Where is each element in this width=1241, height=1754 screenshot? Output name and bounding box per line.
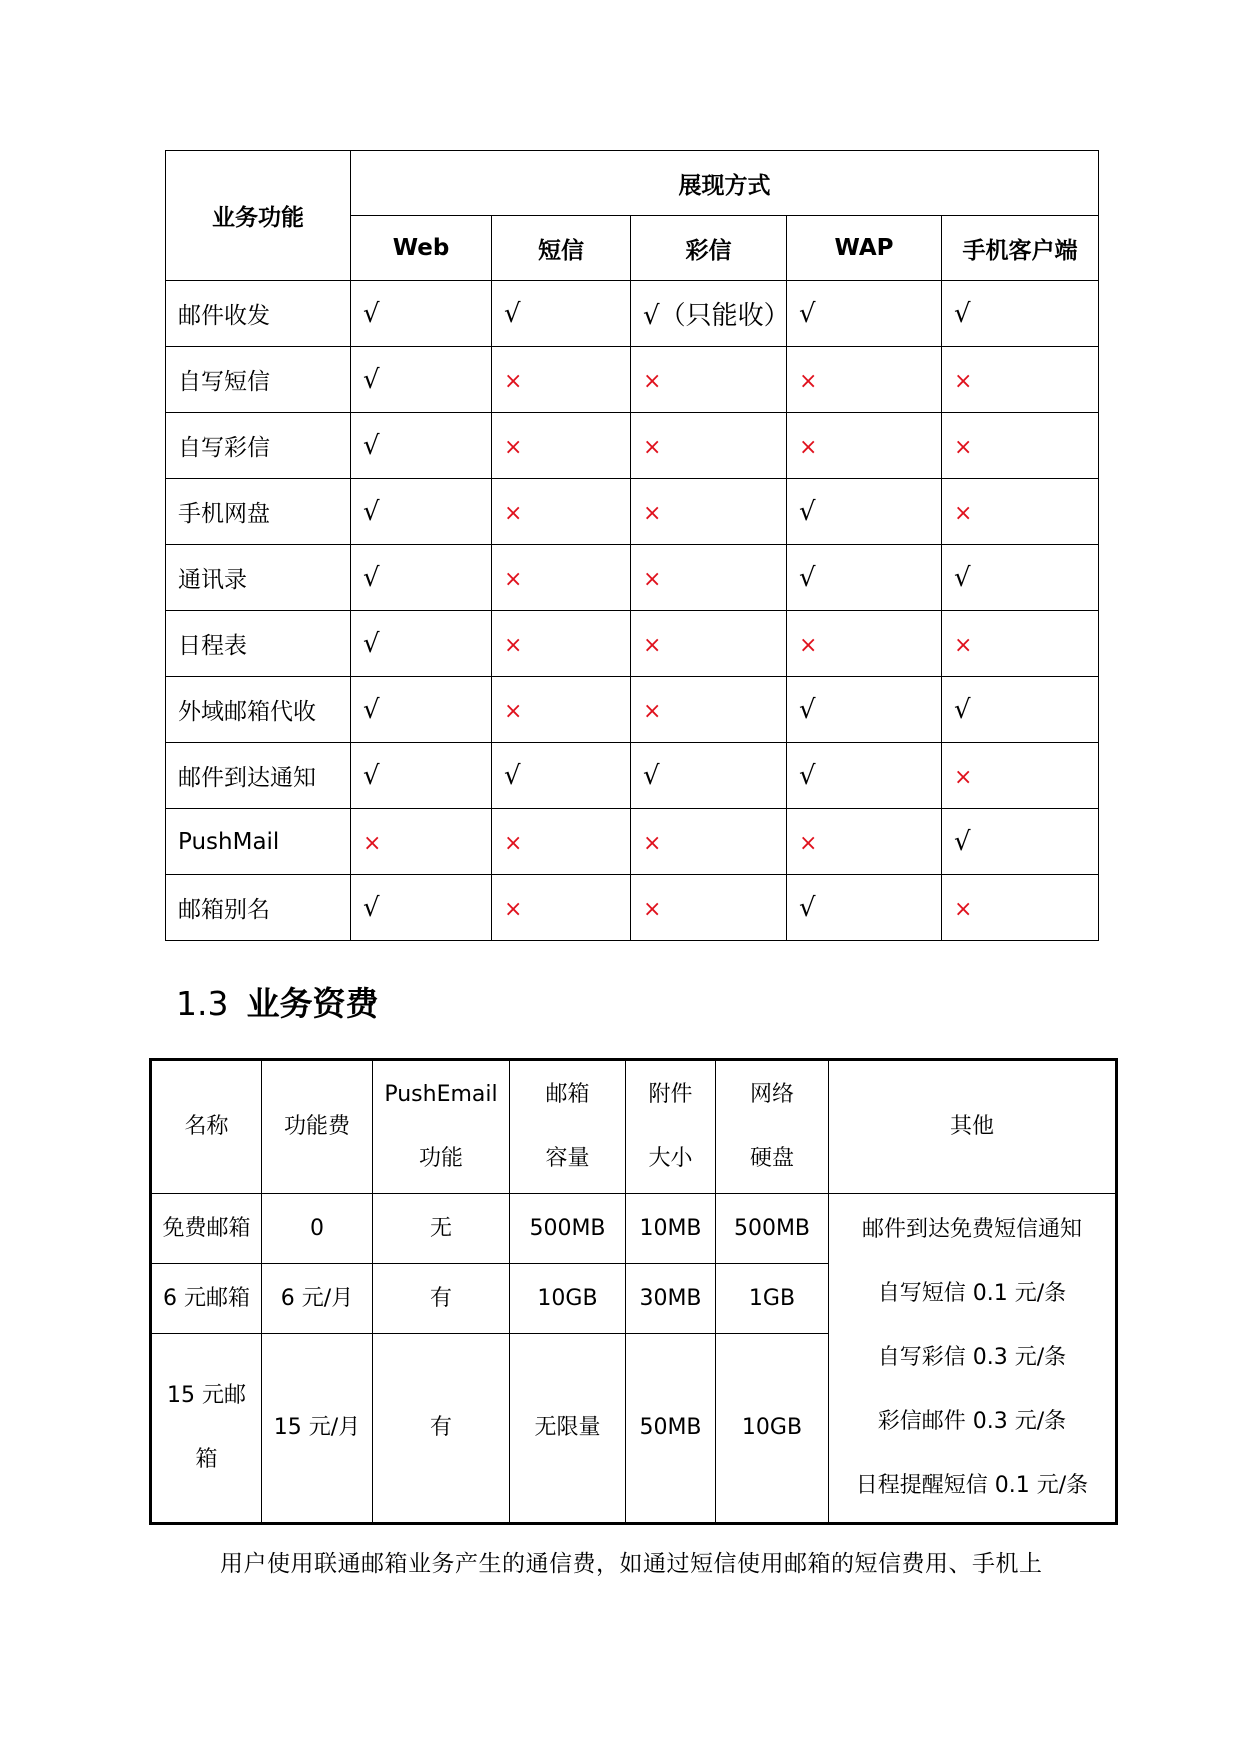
- other-item: 邮件到达免费短信通知: [861, 1217, 1082, 1242]
- check-mark-icon: √: [799, 694, 816, 725]
- availability-cell: [787, 875, 942, 941]
- header-channel-wap: WAP: [787, 216, 942, 281]
- availability-cell: [492, 743, 631, 809]
- cross-mark-icon: ×: [954, 632, 973, 658]
- cross-mark-icon: ×: [799, 830, 818, 856]
- table-row: [166, 545, 1099, 611]
- pricing-header-attach: [626, 1060, 716, 1194]
- pricing-cell-capacity: 无限量: [510, 1334, 626, 1524]
- cross-mark-icon: ×: [504, 368, 523, 394]
- header-channel-sms: 短信: [492, 216, 631, 281]
- table-row: [166, 347, 1099, 413]
- table-row: [166, 479, 1099, 545]
- check-mark-icon: √: [799, 298, 816, 329]
- pricing-header-capacity: [510, 1060, 626, 1194]
- table-row: [166, 809, 1099, 875]
- other-item: 自写短信 0.1 元/条: [877, 1281, 1067, 1306]
- availability-cell: [787, 545, 942, 611]
- pricing-cell-name: 免费邮箱: [151, 1194, 262, 1264]
- check-mark-icon: √: [954, 826, 971, 857]
- cross-mark-icon: ×: [643, 434, 662, 460]
- section-heading: [176, 978, 378, 1025]
- cross-mark-icon: ×: [799, 434, 818, 460]
- body-paragraph: 用户使用联通邮箱业务产生的通信费，如通过短信使用邮箱的短信费用、手机上: [220, 1551, 1043, 1577]
- section-number: 1.3: [176, 984, 229, 1023]
- availability-cell: [787, 281, 942, 347]
- header-channel-web: Web: [351, 216, 492, 281]
- availability-cell: [631, 413, 787, 479]
- availability-cell: [942, 743, 1099, 809]
- check-mark-icon: √: [363, 496, 380, 527]
- table-row: [166, 875, 1099, 941]
- availability-cell: [351, 545, 492, 611]
- pricing-cell-name-line2: 箱: [195, 1447, 218, 1472]
- cross-mark-icon: ×: [799, 632, 818, 658]
- feature-name: 邮件收发: [166, 281, 351, 347]
- availability-cell: [631, 677, 787, 743]
- cross-mark-icon: ×: [643, 830, 662, 856]
- cross-mark-icon: ×: [504, 830, 523, 856]
- check-mark-icon: √: [799, 496, 816, 527]
- cross-mark-icon: ×: [643, 566, 662, 592]
- pricing-cell-name: [151, 1334, 262, 1524]
- pricing-table: [149, 1058, 1118, 1525]
- availability-cell: [492, 611, 631, 677]
- pricing-header-other: 其他: [829, 1060, 1117, 1194]
- check-mark-icon: √: [363, 430, 380, 461]
- availability-cell: [492, 281, 631, 347]
- check-mark-icon: √: [363, 364, 380, 395]
- availability-cell: [351, 281, 492, 347]
- cross-mark-icon: ×: [954, 764, 973, 790]
- availability-cell: [787, 677, 942, 743]
- availability-cell: [631, 743, 787, 809]
- pricing-cell-disk: 500MB: [716, 1194, 829, 1264]
- feature-name: 日程表: [166, 611, 351, 677]
- pricing-cell-name-line1: 15 元邮: [167, 1383, 246, 1408]
- feature-name: 自写短信: [166, 347, 351, 413]
- cross-mark-icon: ×: [643, 632, 662, 658]
- availability-cell: [351, 479, 492, 545]
- pricing-header-row: [151, 1060, 1117, 1194]
- availability-cell: [631, 545, 787, 611]
- availability-cell: [787, 809, 942, 875]
- pricing-header-disk-line1: 网络: [749, 1082, 794, 1107]
- pricing-cell-attach: 30MB: [626, 1264, 716, 1334]
- availability-cell: [787, 347, 942, 413]
- availability-cell: [351, 347, 492, 413]
- availability-cell: [942, 545, 1099, 611]
- check-mark-icon: √: [954, 694, 971, 725]
- cross-mark-icon: ×: [954, 500, 973, 526]
- availability-cell: [942, 281, 1099, 347]
- check-mark-icon: √: [363, 892, 380, 923]
- availability-cell: [351, 413, 492, 479]
- pricing-header-push-line2: 功能: [418, 1146, 463, 1171]
- cross-mark-icon: ×: [504, 698, 523, 724]
- cross-mark-icon: ×: [799, 368, 818, 394]
- pricing-cell-capacity: 500MB: [510, 1194, 626, 1264]
- pricing-cell-push: 无: [373, 1194, 510, 1264]
- pricing-cell-disk: 10GB: [716, 1334, 829, 1524]
- section-title: 业务资费: [246, 984, 379, 1023]
- availability-cell: [942, 413, 1099, 479]
- check-mark-icon: √: [363, 298, 380, 329]
- cross-mark-icon: ×: [504, 896, 523, 922]
- availability-cell: [631, 281, 790, 347]
- check-mark-icon: √: [363, 760, 380, 791]
- pricing-cell-name: 6 元邮箱: [151, 1264, 262, 1334]
- check-mark-icon: √: [504, 760, 521, 791]
- check-mark-icon: √: [799, 892, 816, 923]
- check-mark-icon: √: [954, 562, 971, 593]
- pricing-header-disk-line2: 硬盘: [749, 1146, 794, 1171]
- pricing-header-attach-line2: 大小: [648, 1146, 693, 1171]
- cross-mark-icon: ×: [643, 500, 662, 526]
- cross-mark-icon: ×: [363, 830, 382, 856]
- feature-name: PushMail: [166, 809, 351, 875]
- check-mark-icon: √: [363, 694, 380, 725]
- availability-cell: [631, 479, 787, 545]
- availability-cell: [631, 875, 787, 941]
- availability-cell: [942, 611, 1099, 677]
- availability-cell: [631, 347, 787, 413]
- availability-cell: [942, 479, 1099, 545]
- availability-cell: [351, 743, 492, 809]
- availability-cell: [492, 677, 631, 743]
- other-item: 日程提醒短信 0.1 元/条: [855, 1473, 1089, 1498]
- availability-cell: [787, 413, 942, 479]
- availability-cell: [787, 743, 942, 809]
- pricing-cell-fee: 6 元/月: [262, 1264, 373, 1334]
- pricing-cell-disk: 1GB: [716, 1264, 829, 1334]
- availability-cell: [942, 875, 1099, 941]
- availability-cell: [787, 479, 942, 545]
- check-mark-icon: √（只能收）: [643, 301, 790, 331]
- feature-name: 邮件到达通知: [166, 743, 351, 809]
- availability-cell: [492, 413, 631, 479]
- pricing-cell-other: [829, 1194, 1117, 1524]
- pricing-cell-capacity: 10GB: [510, 1264, 626, 1334]
- check-mark-icon: √: [954, 298, 971, 329]
- header-feature: 业务功能: [166, 151, 351, 281]
- header-channel-mms: 彩信: [631, 216, 787, 281]
- table-row: [166, 743, 1099, 809]
- other-item: 自写彩信 0.3 元/条: [877, 1345, 1067, 1370]
- availability-cell: [631, 809, 787, 875]
- header-channel-client: 手机客户端: [942, 216, 1099, 281]
- pricing-header-push: [373, 1060, 510, 1194]
- availability-cell: [492, 347, 631, 413]
- availability-cell: [351, 677, 492, 743]
- feature-name: 邮箱别名: [166, 875, 351, 941]
- pricing-header-fee: 功能费: [262, 1060, 373, 1194]
- pricing-cell-fee: 15 元/月: [262, 1334, 373, 1524]
- availability-cell: [351, 875, 492, 941]
- availability-cell: [942, 347, 1099, 413]
- pricing-header-capacity-line2: 容量: [545, 1146, 590, 1171]
- availability-cell: [492, 875, 631, 941]
- check-mark-icon: √: [799, 562, 816, 593]
- feature-name: 自写彩信: [166, 413, 351, 479]
- pricing-cell-attach: 10MB: [626, 1194, 716, 1264]
- cross-mark-icon: ×: [643, 698, 662, 724]
- table-row: [166, 413, 1099, 479]
- feature-name: 通讯录: [166, 545, 351, 611]
- availability-cell: [492, 545, 631, 611]
- pricing-cell-push: 有: [373, 1264, 510, 1334]
- pricing-header-disk: [716, 1060, 829, 1194]
- pricing-row: [151, 1194, 1117, 1264]
- other-item: 彩信邮件 0.3 元/条: [877, 1409, 1067, 1434]
- feature-rows: [166, 281, 1099, 941]
- cross-mark-icon: ×: [954, 434, 973, 460]
- cross-mark-icon: ×: [504, 434, 523, 460]
- table-row: [166, 611, 1099, 677]
- cross-mark-icon: ×: [504, 632, 523, 658]
- header-display-mode: 展现方式: [351, 151, 1099, 216]
- pricing-cell-attach: 50MB: [626, 1334, 716, 1524]
- pricing-header-push-line1: PushEmail: [384, 1082, 498, 1107]
- cross-mark-icon: ×: [643, 368, 662, 394]
- cross-mark-icon: ×: [504, 500, 523, 526]
- check-mark-icon: √: [363, 562, 380, 593]
- check-mark-icon: √: [363, 628, 380, 659]
- pricing-header-name: 名称: [151, 1060, 262, 1194]
- availability-cell: [942, 677, 1099, 743]
- feature-availability-table: [165, 150, 1099, 941]
- availability-cell: [787, 611, 942, 677]
- feature-name: 外域邮箱代收: [166, 677, 351, 743]
- availability-cell: [492, 479, 631, 545]
- pricing-header-attach-line1: 附件: [648, 1082, 693, 1107]
- feature-name: 手机网盘: [166, 479, 351, 545]
- cross-mark-icon: ×: [954, 896, 973, 922]
- availability-cell: [351, 809, 492, 875]
- table-row: [166, 281, 1099, 347]
- pricing-cell-push: 有: [373, 1334, 510, 1524]
- cross-mark-icon: ×: [504, 566, 523, 592]
- pricing-cell-fee: 0: [262, 1194, 373, 1264]
- cross-mark-icon: ×: [643, 896, 662, 922]
- availability-cell: [631, 611, 787, 677]
- table-row: [166, 677, 1099, 743]
- check-mark-icon: √: [643, 760, 660, 791]
- availability-cell: [942, 809, 1099, 875]
- availability-cell: [492, 809, 631, 875]
- pricing-header-capacity-line1: 邮箱: [545, 1082, 590, 1107]
- availability-cell: [351, 611, 492, 677]
- cross-mark-icon: ×: [954, 368, 973, 394]
- check-mark-icon: √: [504, 298, 521, 329]
- check-mark-icon: √: [799, 760, 816, 791]
